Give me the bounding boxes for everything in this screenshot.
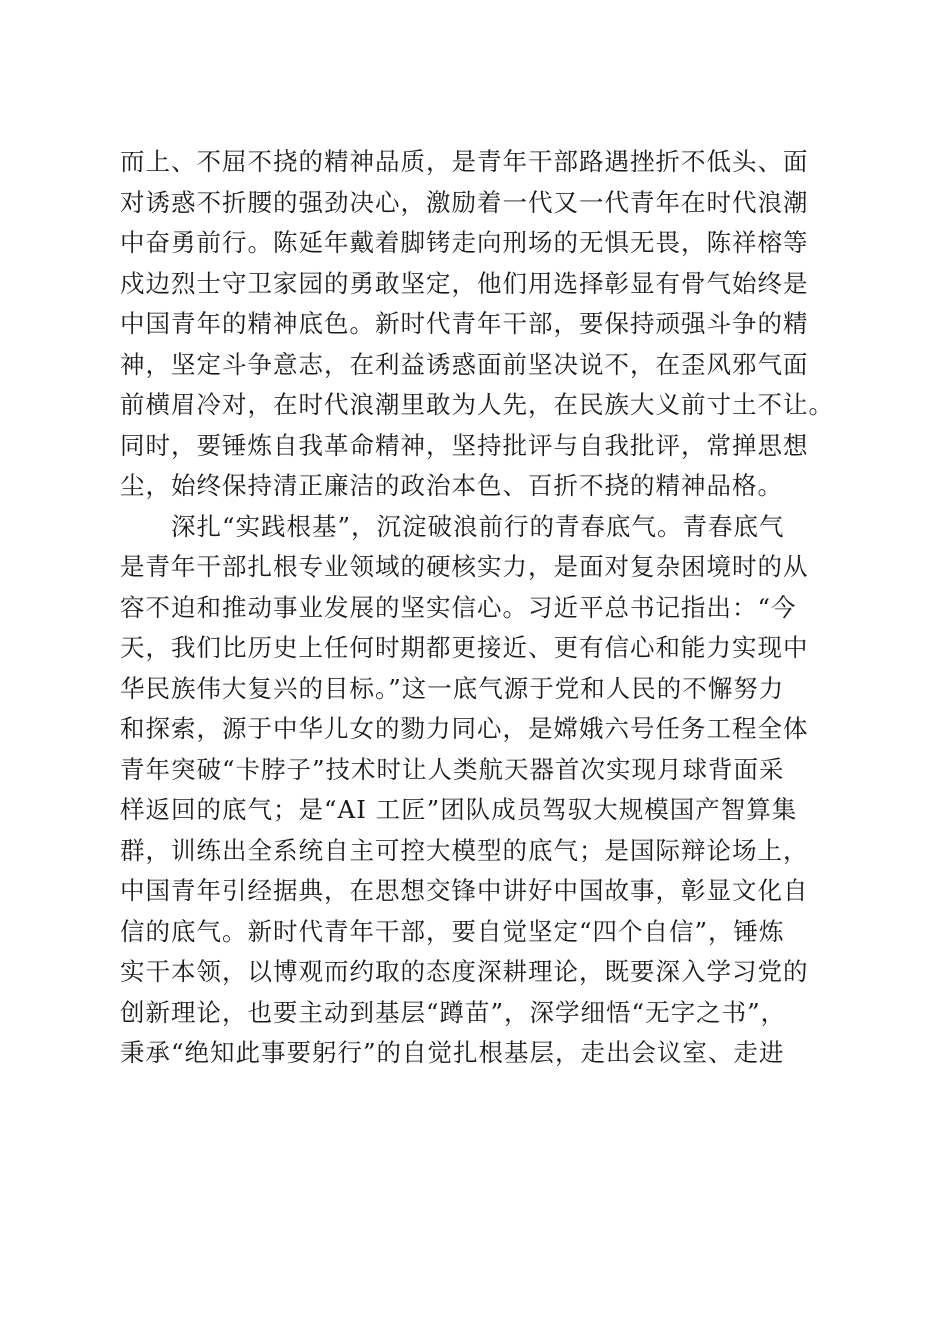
text-line: 神，坚定斗争意志，在利益诱惑面前坚决说不，在歪风邪气面	[120, 349, 809, 379]
text-line: 秉承“绝知此事要躬行”的自觉扎根基层，走出会议室、走进	[120, 1038, 785, 1067]
text-line: 青年突破“卡脖子”技术时让人类航天器首次实现月球背面采	[120, 754, 785, 784]
text-line: 而上、不屈不挠的精神品质，是青年干部路遇挫折不低头、面	[120, 147, 809, 176]
text-line: 是青年干部扎根专业领域的硬核实力，是面对复杂困境时的从	[120, 552, 809, 581]
body-text	[120, 142, 840, 1074]
text-line: 容不迫和推动事业发展的坚实信心。习近平总书记指出：“今	[120, 592, 797, 622]
text-line: 实干本领，以博观而约取的态度深耕理论，既要深入学习党的	[120, 957, 809, 986]
text-line: 华民族伟大复兴的目标。”这一底气源于党和人民的不懈努力	[120, 673, 785, 703]
text-line: 戍边烈士守卫家园的勇敢坚定，他们用选择彰显有骨气始终是	[120, 268, 809, 298]
text-line: 尘，始终保持清正廉洁的政治本色、百折不挠的精神品格。	[120, 471, 783, 500]
text-line: 同时，要锤炼自我革命精神，坚持批评与自我批评，常掸思想	[120, 430, 809, 460]
text-line: 天，我们比历史上任何时期都更接近、更有信心和能力实现中	[120, 633, 809, 662]
text-line: 前横眉冷对，在时代浪潮里敢为人先，在民族大义前寸土不让。	[120, 390, 834, 419]
text-line: 信的底气。新时代青年干部，要自觉坚定“四个自信”，锤炼	[120, 916, 785, 946]
text-line: 样返回的底气；是“AI 工匠”团队成员驾驭大规模国产智算集	[120, 795, 798, 824]
text-line: 创新理论，也要主动到基层“蹲苗”，深学细悟“无字之书”，	[120, 997, 787, 1027]
text-line: 深扎“实践根基”，沉淀破浪前行的青春底气。青春底气	[120, 511, 785, 541]
text-line: 群，训练出全系统自主可控大模型的底气；是国际辩论场上，	[120, 835, 809, 865]
text-line: 对诱惑不折腰的强劲决心，激励着一代又一代青年在时代浪潮	[120, 187, 809, 217]
text-line: 中国青年引经据典，在思想交锋中讲好中国故事，彰显文化自	[120, 876, 809, 905]
text-line: 和探索，源于中华儿女的勠力同心，是嫦娥六号任务工程全体	[120, 714, 809, 743]
text-line: 中奋勇前行。陈延年戴着脚铐走向刑场的无惧无畏，陈祥榕等	[120, 228, 809, 257]
text-line: 中国青年的精神底色。新时代青年干部，要保持顽强斗争的精	[120, 309, 809, 338]
